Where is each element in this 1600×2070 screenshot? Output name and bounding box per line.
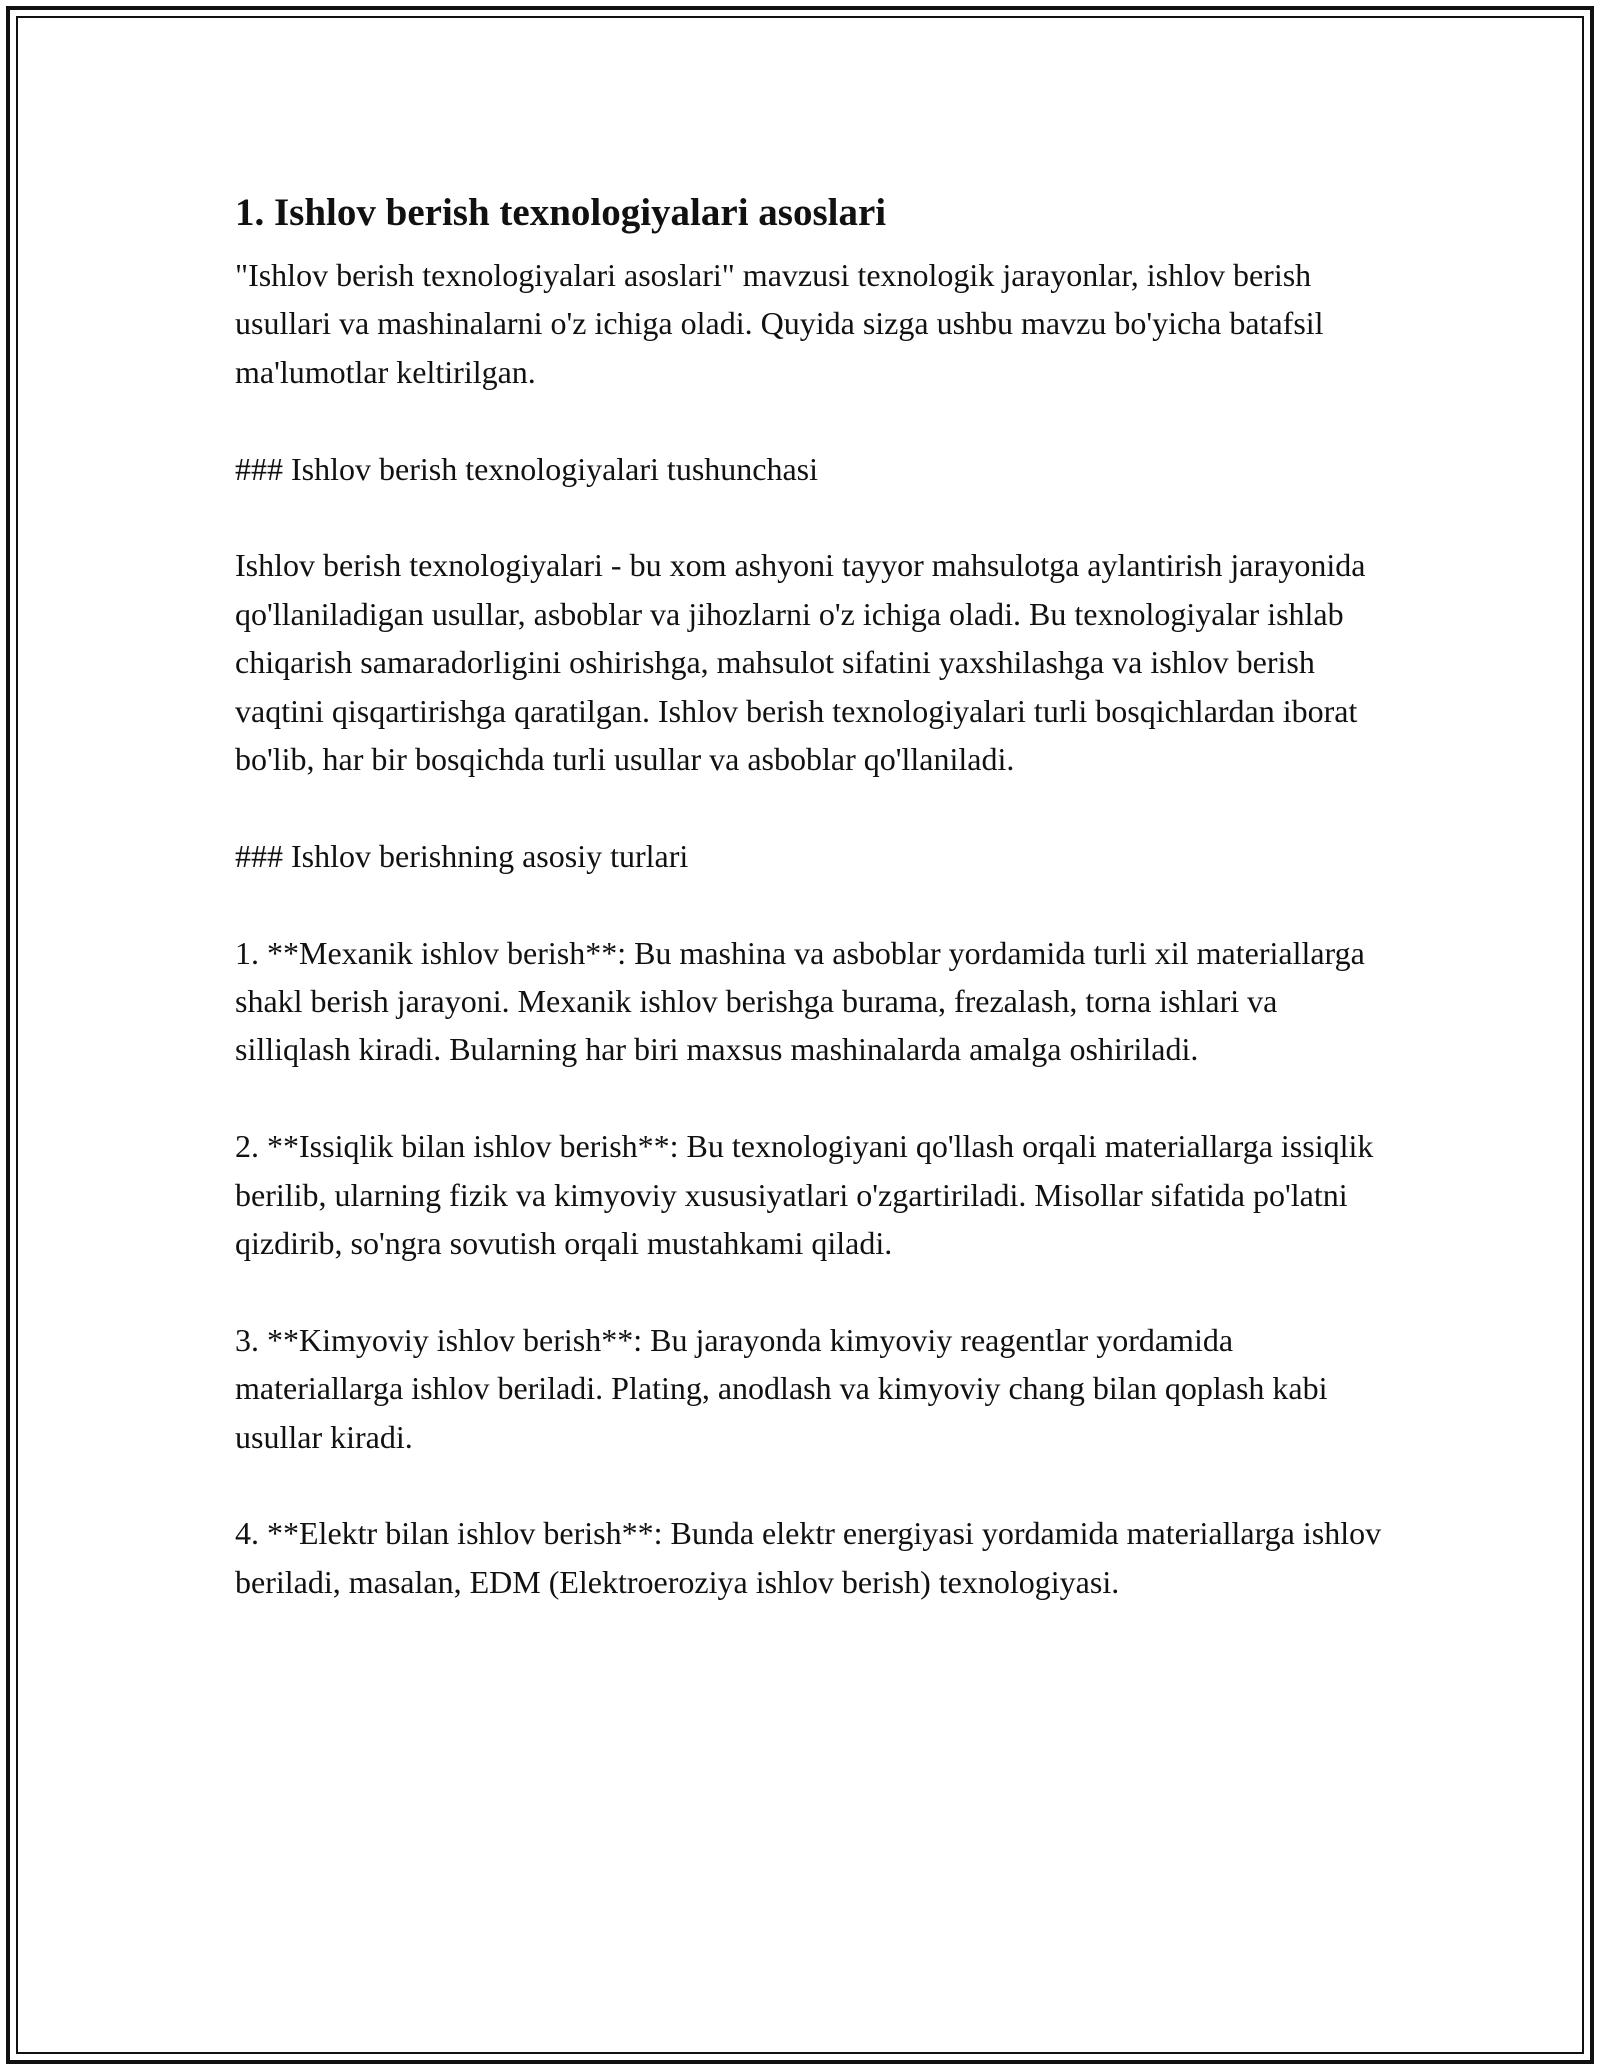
list-item-thermal: 2. **Issiqlik bilan ishlov berish**: Bu texnologiyani qo'llash orqali materiallarga issiqlik berilib, ularning fizik va kimyoviy xususiyatlari o'zgartiriladi. Misollar sifatida po'latni qizdirib, so'ngra sovutish orqali mustahkami qiladi. xyxy=(235,1128,1374,1262)
list-item-electrical: 4. **Elektr bilan ishlov berish**: Bunda elektr energiyasi yordamida materiallarga ishlov beriladi, masalan, EDM (Elektroeroziya ishlov berish) texnologiyasi. xyxy=(235,1515,1382,1600)
list-item-mechanical: 1. **Mexanik ishlov berish**: Bu mashina va asboblar yordamida turli xil materiallarga shakl berish jarayoni. Mexanik ishlov berishga burama, frezalash, torna ishlari va silliqlash kiradi. Bularning har biri maxsus mashinalarda amalga oshiriladi. xyxy=(235,934,1365,1068)
section-heading-types: ### Ishlov berishning asosiy turlari xyxy=(235,837,689,874)
document-body xyxy=(235,183,1385,1606)
intro-paragraph: "Ishlov berish texnologiyalari asoslari" mavzusi texnologik jarayonlar, ishlov berish usullari va mashinalarni o'z ichiga oladi. Quyida sizga ushbu mavzu bo'yicha batafsil ma'lumotlar keltirilgan. xyxy=(235,257,1324,390)
concept-paragraph: Ishlov berish texnologiyalari - bu xom ashyoni tayyor mahsulotga aylantirish jarayonida qo'llaniladigan usullar, asboblar va jihozlarni o'z ichiga oladi. Bu texnologiyalar ishlab chiqarish samaradorligini oshirishga, mahsulot sifatini yaxshilashga va ishlov berish vaqtini qisqartirishga qaratilgan. Ishlov berish texnologiyalari turli bosqichlardan iborat bo'lib, har bir bosqichda turli usullar va asboblar qo'llaniladi. xyxy=(235,547,1366,778)
section-heading-concept: ### Ishlov berish texnologiyalari tushunchasi xyxy=(235,450,819,487)
document-title: 1. Ishlov berish texnologiyalari asoslari xyxy=(235,191,887,234)
list-item-chemical: 3. **Kimyoviy ishlov berish**: Bu jarayonda kimyoviy reagentlar yordamida materiallarga ishlov beriladi. Plating, anodlash va kimyoviy chang bilan qoplash kabi usullar kiradi. xyxy=(235,1321,1328,1455)
